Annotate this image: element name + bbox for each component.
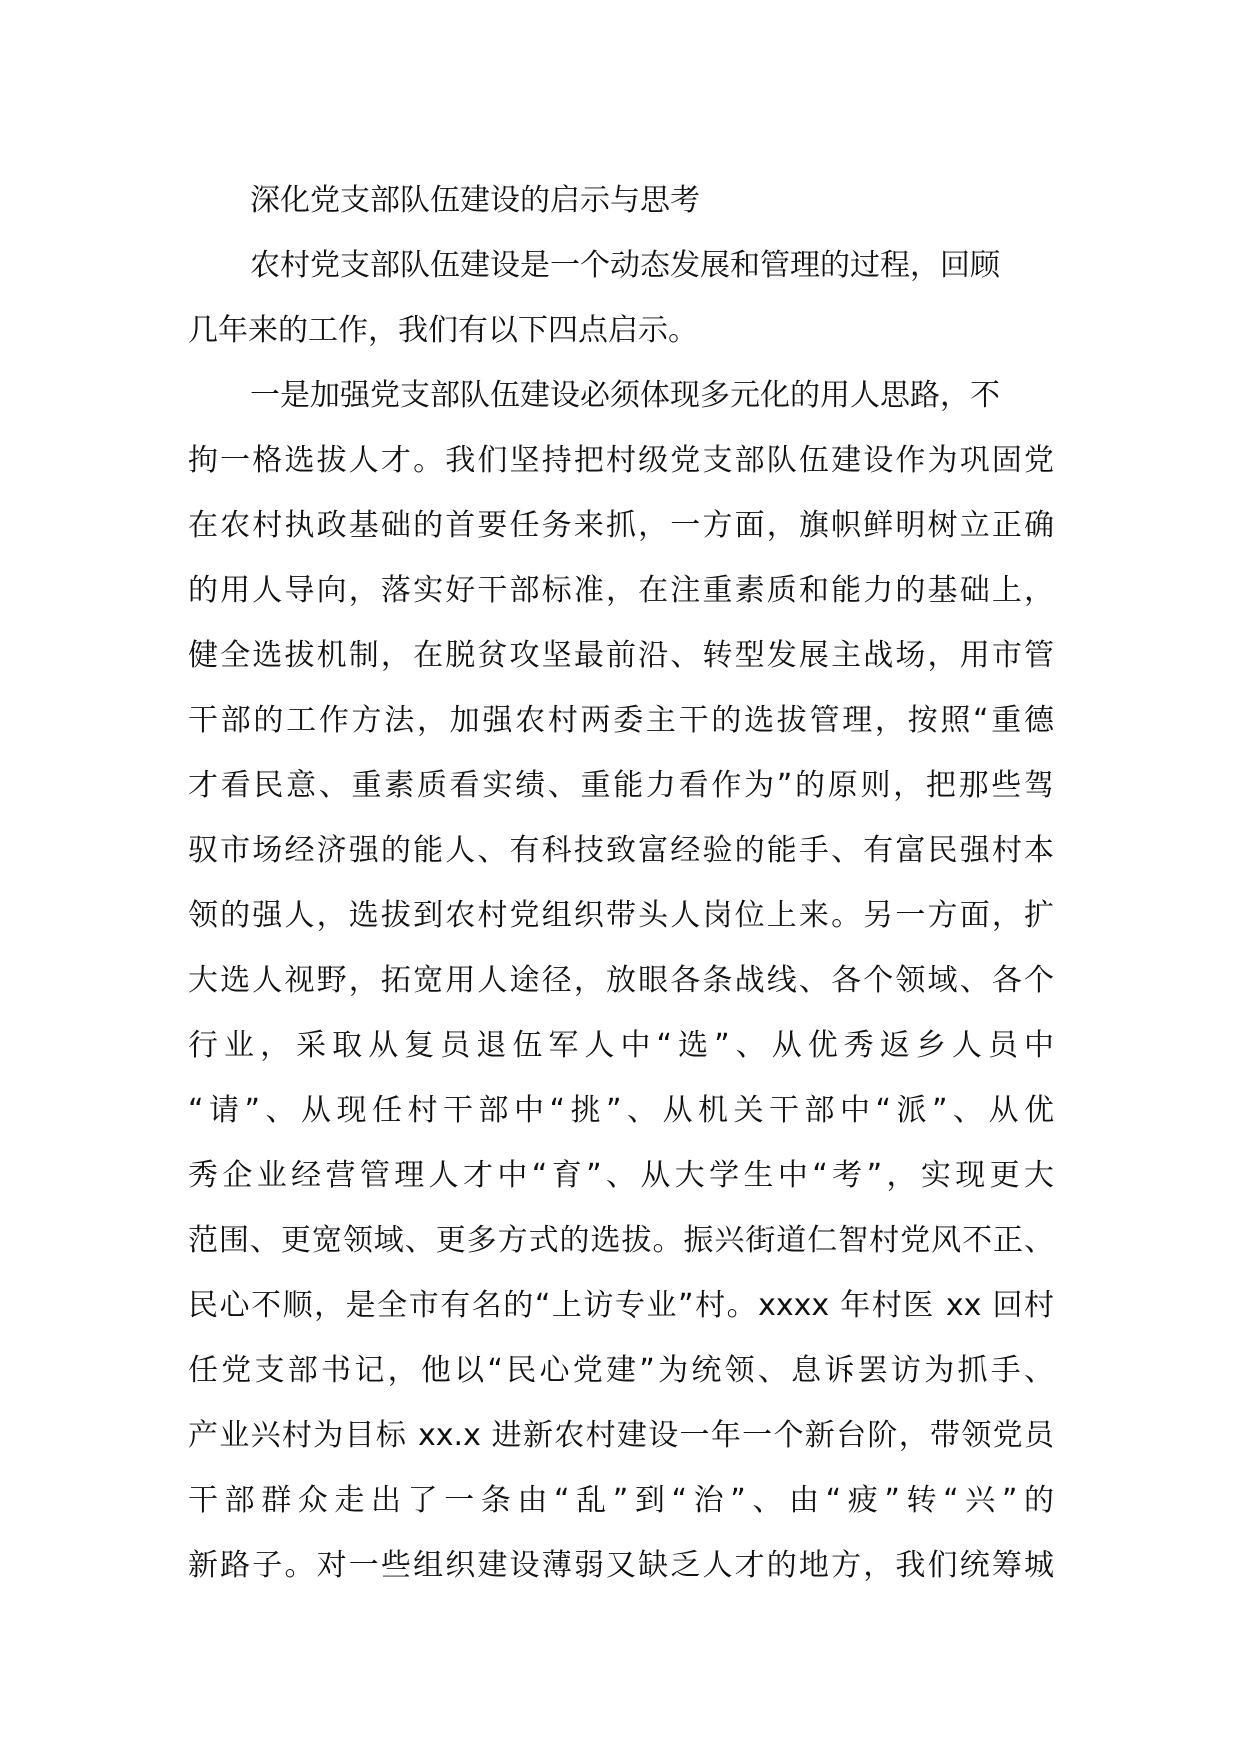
document-title: 深化党支部队伍建设的启示与思考 (250, 183, 700, 218)
paragraph-2-line-3: 在农村执政基础的首要任务来抓，一方面，旗帜鲜明树立正确 (188, 508, 1054, 543)
paragraph-2-line-18: 干部群众走出了一条由“乱”到“治”、由“疲”转“兴”的 (188, 1483, 1054, 1518)
document-body (188, 168, 1054, 1598)
paragraph-2-line-1: 一是加强党支部队伍建设必须体现多元化的用人思路，不 (250, 378, 1000, 413)
paragraph-2-line-17: 产业兴村为目标 xx.x 进新农村建设一年一个新台阶，带领党员 (188, 1418, 1054, 1453)
paragraph-2-line-5: 健全选拔机制，在脱贫攻坚最前沿、转型发展主战场，用市管 (188, 638, 1054, 673)
paragraph-2-line-14: 范围、更宽领域、更多方式的选拔。振兴街道仁智村党风不正、 (188, 1223, 1054, 1258)
paragraph-2-line-2: 拘一格选拔人才。我们坚持把村级党支部队伍建设作为巩固党 (188, 443, 1054, 478)
paragraph-2-line-13: 秀企业经营管理人才中“育”、从大学生中“考”，实现更大 (188, 1158, 1054, 1193)
paragraph-2-line-4: 的用人导向，落实好干部标准，在注重素质和能力的基础上， (188, 573, 1054, 608)
paragraph-2-line-12: “请”、从现任村干部中“挑”、从机关干部中“派”、从优 (188, 1093, 1054, 1128)
paragraph-2-line-15: 民心不顺，是全市有名的“上访专业”村。xxxx 年村医 xx 回村 (188, 1288, 1054, 1323)
paragraph-2-line-7: 才看民意、重素质看实绩、重能力看作为”的原则，把那些驾 (188, 768, 1054, 803)
paragraph-1-line-1: 农村党支部队伍建设是一个动态发展和管理的过程，回顾 (250, 248, 1000, 283)
paragraph-2-line-11: 行业，采取从复员退伍军人中“选”、从优秀返乡人员中 (188, 1028, 1054, 1063)
paragraph-2-line-8: 驭市场经济强的能人、有科技致富经验的能手、有富民强村本 (188, 833, 1054, 868)
paragraph-2-line-6: 干部的工作方法，加强农村两委主干的选拔管理，按照“重德 (188, 703, 1054, 738)
paragraph-2-line-16: 任党支部书记，他以“民心党建”为统领、息诉罢访为抓手、 (188, 1353, 1054, 1388)
paragraph-2-line-9: 领的强人，选拔到农村党组织带头人岗位上来。另一方面，扩 (188, 898, 1054, 933)
paragraph-1-line-2: 几年来的工作，我们有以下四点启示。 (188, 313, 698, 348)
paragraph-2-line-10: 大选人视野，拓宽用人途径，放眼各条战线、各个领域、各个 (188, 963, 1054, 998)
paragraph-2-line-19: 新路子。对一些组织建设薄弱又缺乏人才的地方，我们统筹城 (188, 1548, 1054, 1583)
